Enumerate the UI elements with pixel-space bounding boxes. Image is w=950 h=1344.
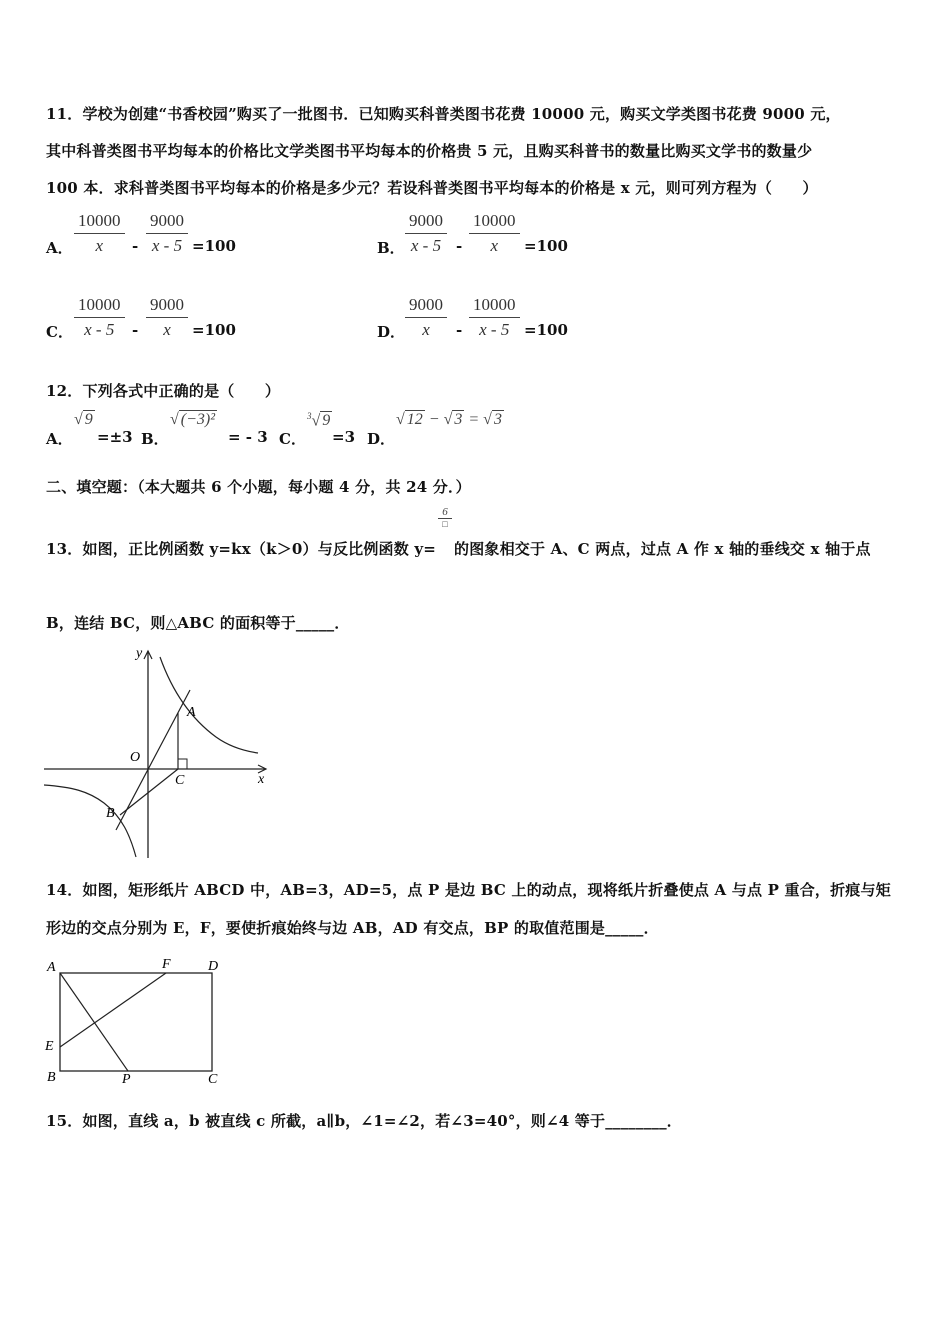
q13-fraction: 6 □ bbox=[438, 506, 452, 529]
q13-line-1a: 13．如图，正比例函数 y=kx（k＞0）与反比例函数 y= bbox=[46, 540, 437, 558]
q14-line-1: 14．如图，矩形纸片 ABCD 中，AB=3，AD=5，点 P 是边 BC 上的动点，现将纸片折叠使点 A 与点 P 重合，折痕与矩 bbox=[46, 881, 891, 899]
fraction: $\frac{10000}{x}$ bbox=[74, 211, 125, 256]
option-label: B． bbox=[377, 239, 405, 257]
fraction: $\frac{9000}{x - 5}$ bbox=[146, 211, 188, 256]
label-c: C bbox=[175, 773, 185, 788]
q13-graph-figure bbox=[44, 645, 274, 860]
label-x: x bbox=[258, 772, 265, 787]
fraction: $\frac{9000}{x}$ bbox=[405, 295, 447, 340]
q14-rectangle-figure bbox=[44, 955, 230, 1087]
label-e: E bbox=[45, 1039, 54, 1054]
label-f: F bbox=[162, 957, 171, 972]
right-angle-marker bbox=[178, 759, 187, 769]
fraction: $\frac{10000}{x}$ bbox=[469, 211, 520, 256]
rectangle-abcd bbox=[60, 973, 212, 1071]
label-b: B bbox=[106, 806, 115, 821]
sqrt-expression: √ 12 − √ 3 = √ 3 bbox=[396, 411, 502, 428]
label-c: C bbox=[208, 1072, 218, 1087]
fraction: $\frac{10000}{x - 5}$ bbox=[469, 295, 520, 340]
fraction: $\frac{10000}{x - 5}$ bbox=[74, 295, 125, 340]
crease-ef bbox=[60, 973, 166, 1047]
q11-line-1: 11．学校为创建“书香校园”购买了一批图书．已知购买科普类图书花费 10000 元，购买文学类图书花费 9000 元， bbox=[46, 105, 841, 123]
q15-line-1: 15．如图，直线 a，b 被直线 c 所截，a∥b，∠1=∠2，若∠3=40°，则∠4 等于________． bbox=[46, 1112, 683, 1130]
q11-line-2: 其中科普类图书平均每本的价格比文学类图书平均每本的价格贵 5 元，且购买科普书的数量比购买文学书的数量少 bbox=[46, 142, 813, 160]
hyperbola-branch-upper bbox=[160, 657, 258, 753]
fraction: $\frac{9000}{x}$ bbox=[146, 295, 188, 340]
section-heading: 二、填空题：（本大题共 6 个小题，每小题 4 分，共 24 分．） bbox=[46, 478, 471, 496]
q13-line-1b: 的图象相交于 A、C 两点，过点 A 作 x 轴的垂线交 x 轴于点 bbox=[454, 540, 871, 558]
segment-bc bbox=[120, 769, 178, 815]
segment-ap bbox=[60, 973, 128, 1071]
q12-stem: 12．下列各式中正确的是（ ） bbox=[46, 382, 281, 400]
option-label: A． bbox=[46, 239, 73, 257]
label-a: A bbox=[187, 705, 196, 720]
label-y: y bbox=[136, 646, 143, 661]
label-o: O bbox=[130, 750, 141, 765]
q14-line-2: 形边的交点分别为 E，F，要使折痕始终与边 AB，AD 有交点，BP 的取值范围是_____． bbox=[46, 919, 659, 937]
sqrt-expression: √ (−3)² bbox=[170, 411, 216, 428]
cbrt-expression: $^3$√ 9 bbox=[307, 411, 331, 430]
q11-line-3: 100 本．求科普类图书平均每本的价格是多少元？若设科普类图书平均每本的价格是 x 元，则可列方程为（ ） bbox=[46, 179, 818, 197]
fraction: $\frac{9000}{x - 5}$ bbox=[405, 211, 447, 256]
label-d: D bbox=[208, 959, 219, 974]
option-label: D． bbox=[377, 323, 406, 341]
q13-line-2: B，连结 BC，则△ABC 的面积等于_____． bbox=[46, 614, 350, 632]
label-a: A bbox=[47, 960, 56, 975]
option-label: C． bbox=[46, 323, 73, 341]
hyperbola-branch-lower bbox=[44, 785, 136, 857]
label-p: P bbox=[122, 1072, 131, 1087]
sqrt-expression: √ 9 bbox=[74, 411, 93, 428]
label-b: B bbox=[47, 1070, 56, 1085]
